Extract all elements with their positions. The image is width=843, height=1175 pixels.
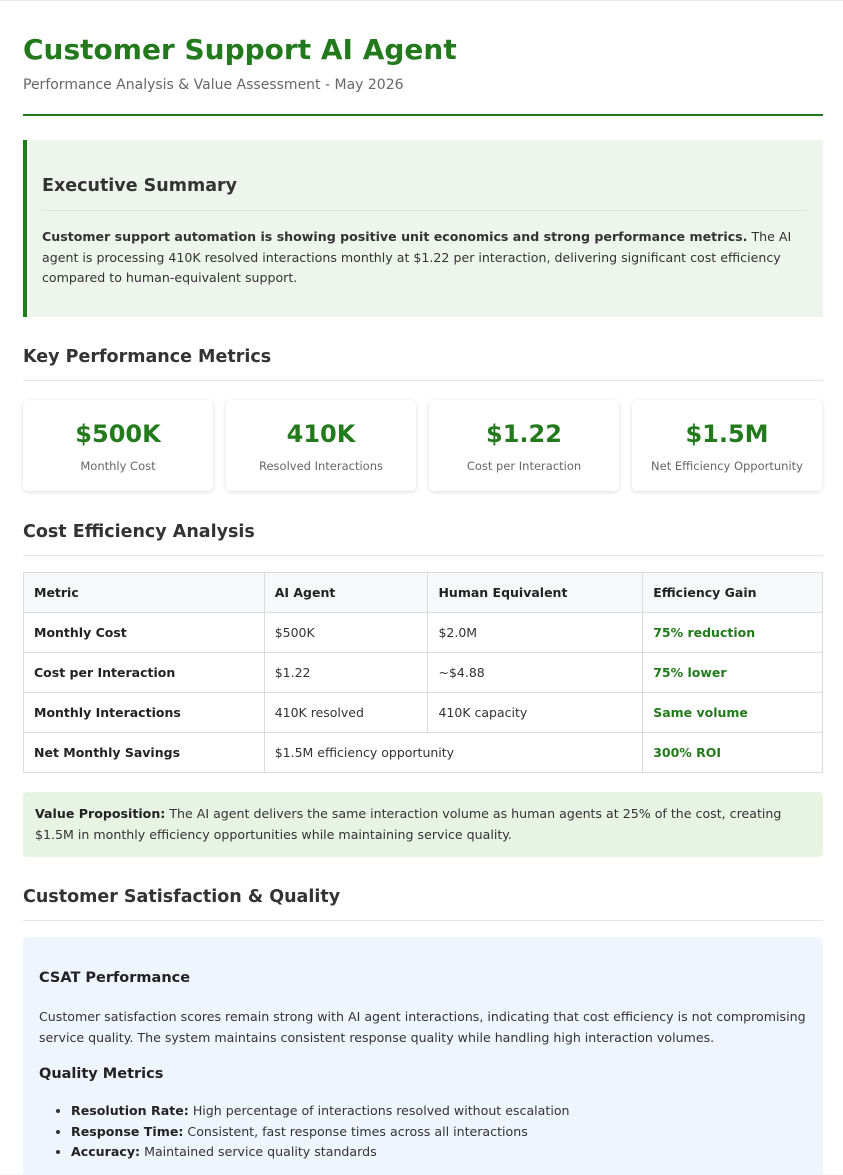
executive-summary-lead: Customer support automation is showing positive unit economics and strong performance metrics. [42,229,748,244]
kpi-label: Monthly Cost [80,459,156,473]
executive-summary-heading: Executive Summary [42,176,238,196]
kpi-value: $1.5M [685,420,769,448]
column-header-efficiency-gain: Efficiency Gain [643,573,823,613]
table-cell-ai: $500K [264,613,428,653]
csat-text: Customer satisfaction scores remain strong with AI agent interactions, indicating that cost efficiency is not compromising service quality. The system maintains consistent response quality while handling high interaction volumes. [39,1009,806,1045]
quality-metrics-list [39,1101,570,1163]
value-proposition-text: The AI agent delivers the same interaction volume as human agents at 25% of the cost, creating $1.5M in monthly efficiency opportunities while maintaining service quality. [35,806,782,842]
quality-item-text: Maintained service quality standards [140,1144,377,1159]
table-cell-gain: 75% lower [643,653,823,693]
executive-summary-text [42,227,812,289]
page-subtitle: Performance Analysis & Value Assessment - May 2026 [23,77,404,93]
quality-item-text: High percentage of interactions resolved without escalation [188,1103,570,1118]
kpi-card-net-efficiency [632,400,822,491]
header-divider [23,114,823,116]
kpi-value: $500K [75,420,161,448]
table-cell-gain: 75% reduction [643,613,823,653]
table-cell-gain: Same volume [643,693,823,733]
table-cell-metric: Monthly Interactions [24,693,265,733]
executive-summary-panel [23,140,823,317]
quality-item-text: Consistent, fast response times across all interactions [183,1123,528,1139]
kpi-label: Cost per Interaction [466,459,582,473]
table-cell-ai: 410K resolved [264,693,428,733]
value-proposition-box [23,792,823,857]
quality-item-label: Accuracy: [71,1144,141,1159]
table-row [24,693,823,733]
table-header-row [24,573,823,613]
satisfaction-section-divider [23,920,823,921]
table-cell-ai: $1.5M efficiency opportunity [264,733,643,773]
table-cell-metric: Cost per Interaction [24,653,265,693]
page-title: Customer Support AI Agent [23,33,457,66]
list-item [71,1142,570,1163]
column-header-ai-agent: AI Agent [264,573,428,613]
cost-section-divider [23,555,823,556]
table-row [24,613,823,653]
column-header-metric: Metric [24,573,265,613]
value-proposition-label: Value Proposition: [35,806,166,821]
table-row [24,733,823,773]
table-cell-human: 410K capacity [428,693,643,733]
csat-heading: CSAT Performance [39,970,191,986]
cost-efficiency-table [23,572,823,773]
table-cell-ai: $1.22 [264,653,428,693]
quality-item-label: Response Time: [71,1123,184,1139]
list-item [71,1101,570,1122]
table-cell-metric: Net Monthly Savings [24,733,265,773]
kpi-card-cost-per-interaction [429,400,619,491]
satisfaction-section-heading: Customer Satisfaction & Quality [23,887,341,907]
table-cell-human: $2.0M [428,613,643,653]
table-row [24,653,823,693]
table-cell-human: ~$4.88 [428,653,643,693]
table-cell-gain: 300% ROI [643,733,823,773]
csat-panel [23,937,823,1175]
kpi-label: Net Efficiency Opportunity [651,459,803,473]
quality-item-label: Resolution Rate: [71,1103,189,1118]
list-item [71,1122,570,1143]
column-header-human-equivalent: Human Equivalent [428,573,643,613]
kpi-section-heading: Key Performance Metrics [23,347,272,367]
kpi-card-monthly-cost [23,400,213,491]
kpi-value: 410K [286,420,356,448]
kpi-section-divider [23,380,823,381]
kpi-label: Resolved Interactions [259,459,383,473]
executive-summary-divider [42,210,807,211]
cost-section-heading: Cost Efficiency Analysis [23,522,255,542]
table-cell-metric: Monthly Cost [24,613,265,653]
kpi-card-resolved-interactions [226,400,416,491]
kpi-value: $1.22 [486,420,562,448]
executive-summary-body: The AI agent is processing 410K resolved interactions monthly at $1.22 per interaction, delivering significant cost efficiency compared to human-equivalent support. [42,229,792,285]
quality-metrics-heading: Quality Metrics [39,1066,164,1082]
